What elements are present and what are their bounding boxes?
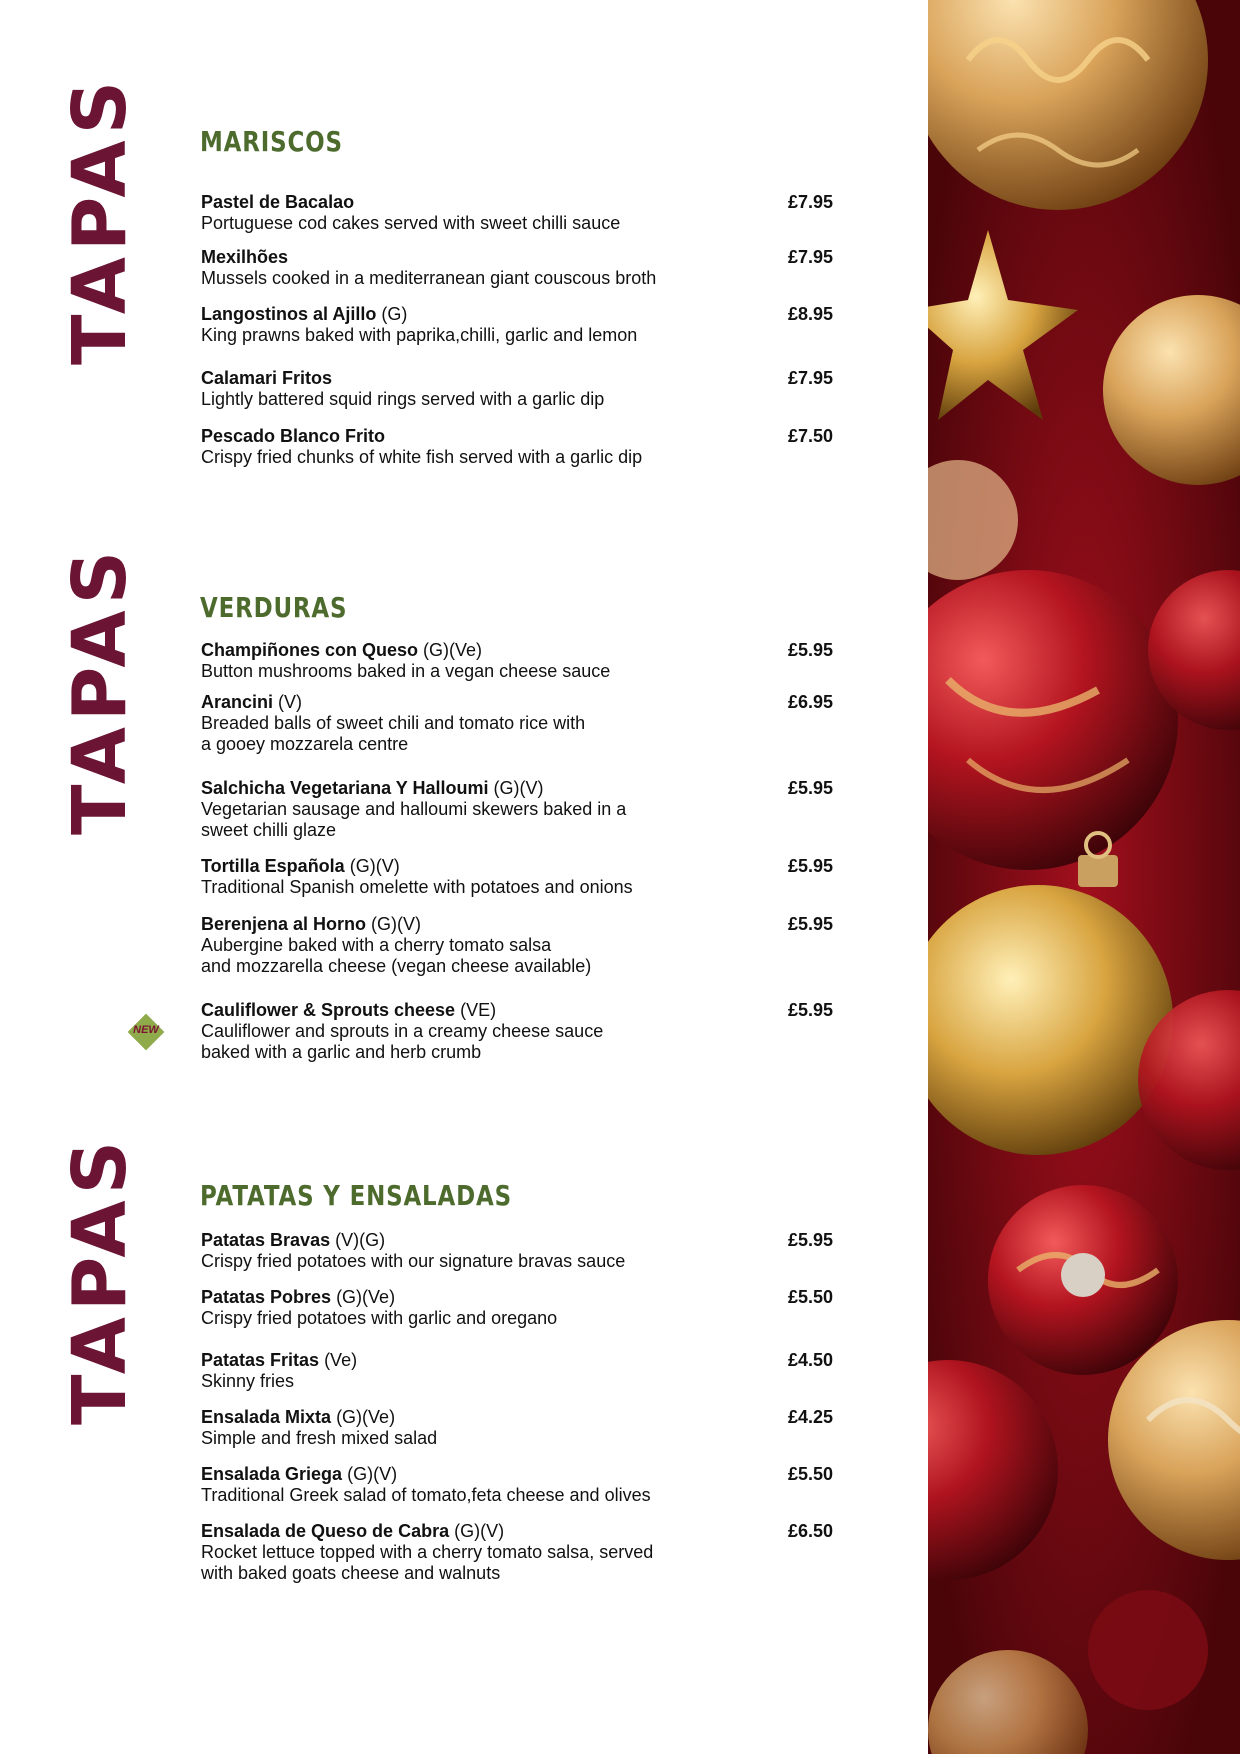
item-description: Traditional Greek salad of tomato,feta cheese and olives <box>201 1485 651 1505</box>
item-tags: (V) <box>273 692 303 712</box>
item-price: £5.95 <box>787 856 833 876</box>
item-description: Mussels cooked in a mediterranean giant couscous broth <box>201 268 657 288</box>
section-heading: PATATAS Y ENSALADAS <box>200 1179 512 1212</box>
item-tags: (VE) <box>455 1000 497 1020</box>
item-tags: (G)(Ve) <box>331 1287 396 1307</box>
item-description: Skinny fries <box>201 1371 295 1391</box>
item-tags: (G)(Ve) <box>418 640 483 660</box>
item-name: Pastel de Bacalao <box>201 192 355 212</box>
item-price: £5.95 <box>787 640 833 660</box>
item-tags: (G)(V) <box>342 1464 398 1484</box>
menu-item <box>201 640 841 682</box>
side-title-tapas: TAPAS <box>57 1134 144 1426</box>
menu-item <box>201 778 841 841</box>
menu-item <box>201 304 841 346</box>
item-price: £5.95 <box>787 1230 833 1250</box>
item-description: Traditional Spanish omelette with potatoes and onions <box>201 877 633 897</box>
item-price: £5.50 <box>787 1287 833 1307</box>
item-price: £7.95 <box>787 247 833 267</box>
menu-item <box>201 192 841 234</box>
section-heading: VERDURAS <box>200 591 348 624</box>
item-price: £7.95 <box>787 192 833 212</box>
item-name: Champiñones con Queso <box>201 640 419 660</box>
menu-item <box>201 1464 841 1506</box>
christmas-baubles-photo <box>928 0 1240 1754</box>
new-badge-label: NEW <box>133 1024 159 1036</box>
section-heading: MARISCOS <box>200 125 343 158</box>
item-description: Cauliflower and sprouts in a creamy cheese sauce baked with a garlic and herb crumb <box>201 1021 604 1062</box>
item-tags: (G)(V) <box>344 856 400 876</box>
item-name: Patatas Bravas <box>201 1230 331 1250</box>
item-tags: (G)(V) <box>488 778 544 798</box>
menu-item <box>201 368 841 410</box>
item-price: £4.25 <box>787 1407 833 1427</box>
item-tags: (G)(V) <box>366 914 422 934</box>
item-description: Aubergine baked with a cherry tomato salsa and mozzarella cheese (vegan cheese available) <box>201 935 592 976</box>
item-description: Rocket lettuce topped with a cherry tomato salsa, served with baked goats cheese and walnuts <box>201 1542 654 1583</box>
item-name: Ensalada Griega <box>201 1464 343 1484</box>
item-description: King prawns baked with paprika,chilli, garlic and lemon <box>201 325 638 345</box>
item-name: Langostinos al Ajillo <box>201 304 377 324</box>
menu-item <box>201 914 841 977</box>
item-tags: (G) <box>376 304 408 324</box>
item-tags: (G)(V) <box>449 1521 505 1541</box>
item-name: Calamari Fritos <box>201 368 333 388</box>
side-title-tapas: TAPAS <box>57 74 144 366</box>
item-price: £4.50 <box>787 1350 833 1370</box>
item-price: £5.95 <box>787 778 833 798</box>
item-description: Button mushrooms baked in a vegan cheese sauce <box>201 661 611 681</box>
item-description: Crispy fried potatoes with our signature bravas sauce <box>201 1251 626 1271</box>
item-name: Ensalada Mixta <box>201 1407 332 1427</box>
item-price: £7.50 <box>787 426 833 446</box>
menu-item <box>201 247 841 289</box>
new-badge-icon <box>127 1013 165 1051</box>
menu-item <box>201 1000 841 1063</box>
item-name: Cauliflower & Sprouts cheese <box>201 1000 456 1020</box>
item-tags: (G)(Ve) <box>331 1407 396 1427</box>
item-price: £7.95 <box>787 368 833 388</box>
item-name: Pescado Blanco Frito <box>201 426 386 446</box>
menu-item <box>201 1287 841 1329</box>
item-name: Berenjena al Horno <box>201 914 367 934</box>
item-description: Portuguese cod cakes served with sweet chilli sauce <box>201 213 621 233</box>
item-price: £5.95 <box>787 914 833 934</box>
item-price: £5.95 <box>787 1000 833 1020</box>
item-name: Patatas Fritas <box>201 1350 320 1370</box>
item-description: Simple and fresh mixed salad <box>201 1428 438 1448</box>
menu-item <box>201 1350 841 1392</box>
item-price: £5.50 <box>787 1464 833 1484</box>
item-name: Salchicha Vegetariana Y Halloumi <box>201 778 489 798</box>
item-name: Ensalada de Queso de Cabra <box>201 1521 450 1541</box>
item-description: Crispy fried potatoes with garlic and oregano <box>201 1308 558 1328</box>
item-price: £6.50 <box>787 1521 833 1541</box>
menu-item <box>201 692 841 755</box>
item-name: Arancini <box>201 692 274 712</box>
item-tags: (Ve) <box>319 1350 358 1370</box>
item-tags: (V)(G) <box>330 1230 386 1250</box>
item-description: Vegetarian sausage and halloumi skewers baked in a sweet chilli glaze <box>201 799 627 840</box>
item-description: Crispy fried chunks of white fish served with a garlic dip <box>201 447 643 467</box>
item-name: Tortilla Española <box>201 856 345 876</box>
menu-item <box>201 426 841 468</box>
item-description: Lightly battered squid rings served with a garlic dip <box>201 389 605 409</box>
item-price: £8.95 <box>787 304 833 324</box>
menu-item <box>201 1230 841 1272</box>
item-name: Patatas Pobres <box>201 1287 332 1307</box>
menu-item <box>201 856 841 898</box>
item-price: £6.95 <box>787 692 833 712</box>
side-title-tapas: TAPAS <box>57 544 144 836</box>
menu-item <box>201 1407 841 1449</box>
baubles-illustration <box>928 0 1240 1754</box>
menu-item <box>201 1521 841 1584</box>
item-description: Breaded balls of sweet chili and tomato rice with a gooey mozzarela centre <box>201 713 586 754</box>
item-name: Mexilhões <box>201 247 289 267</box>
